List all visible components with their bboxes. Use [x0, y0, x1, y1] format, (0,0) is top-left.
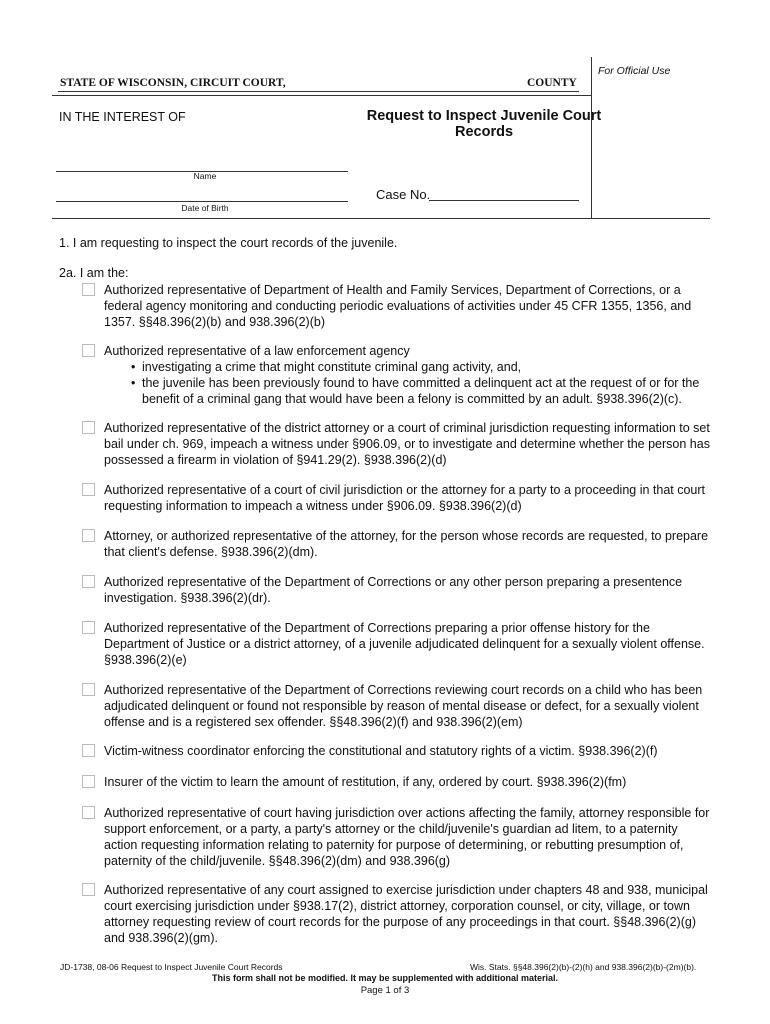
option-paternity-action — [82, 805, 712, 869]
official-use-box — [591, 57, 710, 218]
option-checkbox[interactable] — [82, 883, 95, 896]
option-text: Authorized representative of court having jurisdiction over actions affecting the family, attorney responsible for support enforcement, or a party, a party's attorney or the child/juvenile's guardian ad litem, to a paternity action requesting information relating to paternity for purpose of determining, or rebutting presumption of, paternity of the child/juvenile. §§48.396(2)(dm) and 938.396(g) — [104, 806, 710, 868]
law-enforcement-conditions — [131, 359, 712, 407]
option-civil-court — [82, 482, 712, 514]
item-2a-heading: 2a. I am the: — [59, 266, 129, 280]
option-text: Authorized representative of the Department of Corrections preparing a prior offense history for the Department of Justice or a district attorney, of a juvenile adjudicated delinquent for a sexually violent offense. §938.396(2)(e) — [104, 621, 705, 667]
option-checkbox[interactable] — [82, 344, 95, 357]
case-number-label: Case No. — [376, 187, 431, 202]
option-presentence-investigation — [82, 574, 712, 606]
option-checkbox[interactable] — [82, 421, 95, 434]
option-checkbox[interactable] — [82, 683, 95, 696]
option-attorney-defense — [82, 528, 712, 560]
option-insurer — [82, 774, 712, 790]
case-number-field[interactable] — [429, 200, 579, 201]
option-victim-witness — [82, 743, 712, 759]
option-checkbox[interactable] — [82, 806, 95, 819]
page-number: Page 1 of 3 — [360, 985, 410, 996]
form-title: Request to Inspect Juvenile Court Records — [366, 108, 602, 140]
form-id: JD-1738, 08-06 Request to Inspect Juvenile Court Records — [60, 962, 283, 972]
option-text: Authorized representative of Department of Health and Family Services, Department of Corrections, or a federal agency monitoring and conducting periodic evaluations of activities under 45 CFR 1355, 1356, and 1357. §§48.396(2)(b) and 938.396(2)(b) — [104, 283, 692, 329]
statute-reference: Wis. Stats. §§48.396(2)(b)-(2)(h) and 938.396(2)(b)-(2m)(b). — [470, 962, 697, 972]
option-law-enforcement — [82, 343, 712, 407]
official-use-label: For Official Use — [598, 65, 671, 77]
option-checkbox[interactable] — [82, 575, 95, 588]
option-checkbox[interactable] — [82, 283, 95, 296]
condition-item: • investigating a crime that might constitute criminal gang activity, and, — [131, 359, 712, 375]
modification-notice: This form shall not be modified. It may be supplemented with additional material. — [211, 973, 559, 983]
option-checkbox[interactable] — [82, 483, 95, 496]
option-health-family-services — [82, 282, 712, 330]
option-text: Victim-witness coordinator enforcing the constitutional and statutory rights of a victim. §938.396(2)(f) — [104, 744, 658, 758]
option-text: Insurer of the victim to learn the amount of restitution, if any, ordered by court. §938.396(2)(fm) — [104, 775, 627, 789]
header-bottom-rule — [52, 218, 710, 219]
option-sex-offender-review — [82, 682, 712, 730]
option-text: Authorized representative of a court of civil jurisdiction or the attorney for a party to a proceeding in that court requesting information to impeach a witness under §906.09. §938.396(2)(d) — [104, 483, 706, 513]
option-court-proceedings — [82, 882, 712, 946]
item-1-statement: 1. I am requesting to inspect the court records of the juvenile. — [59, 236, 398, 250]
option-checkbox[interactable] — [82, 621, 95, 634]
name-label: Name — [193, 171, 217, 181]
date-of-birth-field[interactable] — [56, 201, 348, 202]
option-text: Authorized representative of any court assigned to exercise jurisdiction under chapters 48 and 938, municipal court exercising jurisdiction under §938.17(2), district attorney, corporation counsel, or city, village, or town attorney requesting review of court records for the purpose of any proceedings in that court. §§48.396(2)(g) and 938.396(2)(gm). — [104, 883, 708, 945]
option-checkbox[interactable] — [82, 775, 95, 788]
condition-item: • the juvenile has been previously found to have committed a delinquent act at the request of or for the benefit of a criminal gang that would have been a felony is committed by an adult. §938.396(2)(c). — [131, 375, 712, 407]
option-text: Authorized representative of a law enforcement agency — [104, 344, 410, 358]
option-text: Authorized representative of the district attorney or a court of criminal jurisdiction requesting information to set bail under ch. 969, impeach a witness under §906.09, or to investigate and determine whether the person has possessed a firearm in violation of §941.29(2). §938.396(2)(d) — [104, 421, 710, 467]
option-district-attorney — [82, 420, 712, 468]
option-text: Authorized representative of the Department of Corrections or any other person preparing a presentence investigation. §938.396(2)(dr). — [104, 575, 683, 605]
option-text: Authorized representative of the Department of Corrections reviewing court records on a child who has been adjudicated delinquent or found not responsible by reason of mental disease or defect, for a sexually violent offense and is a registered sex offender. §§48.396(2)(f) and 938.396(2)(em) — [104, 683, 703, 729]
option-prior-offense-history — [82, 620, 712, 668]
option-text: Attorney, or authorized representative of the attorney, for the person whose records are requested, to prepare that client's defense. §938.396(2)(dm). — [104, 529, 709, 559]
county-label: COUNTY — [527, 77, 577, 89]
state-court-label: STATE OF WISCONSIN, CIRCUIT COURT, — [60, 77, 286, 89]
date-of-birth-label: Date of Birth — [181, 203, 229, 213]
header-divider — [52, 95, 591, 96]
option-checkbox[interactable] — [82, 529, 95, 542]
interest-of-label: IN THE INTEREST OF — [59, 110, 186, 124]
option-checkbox[interactable] — [82, 744, 95, 757]
